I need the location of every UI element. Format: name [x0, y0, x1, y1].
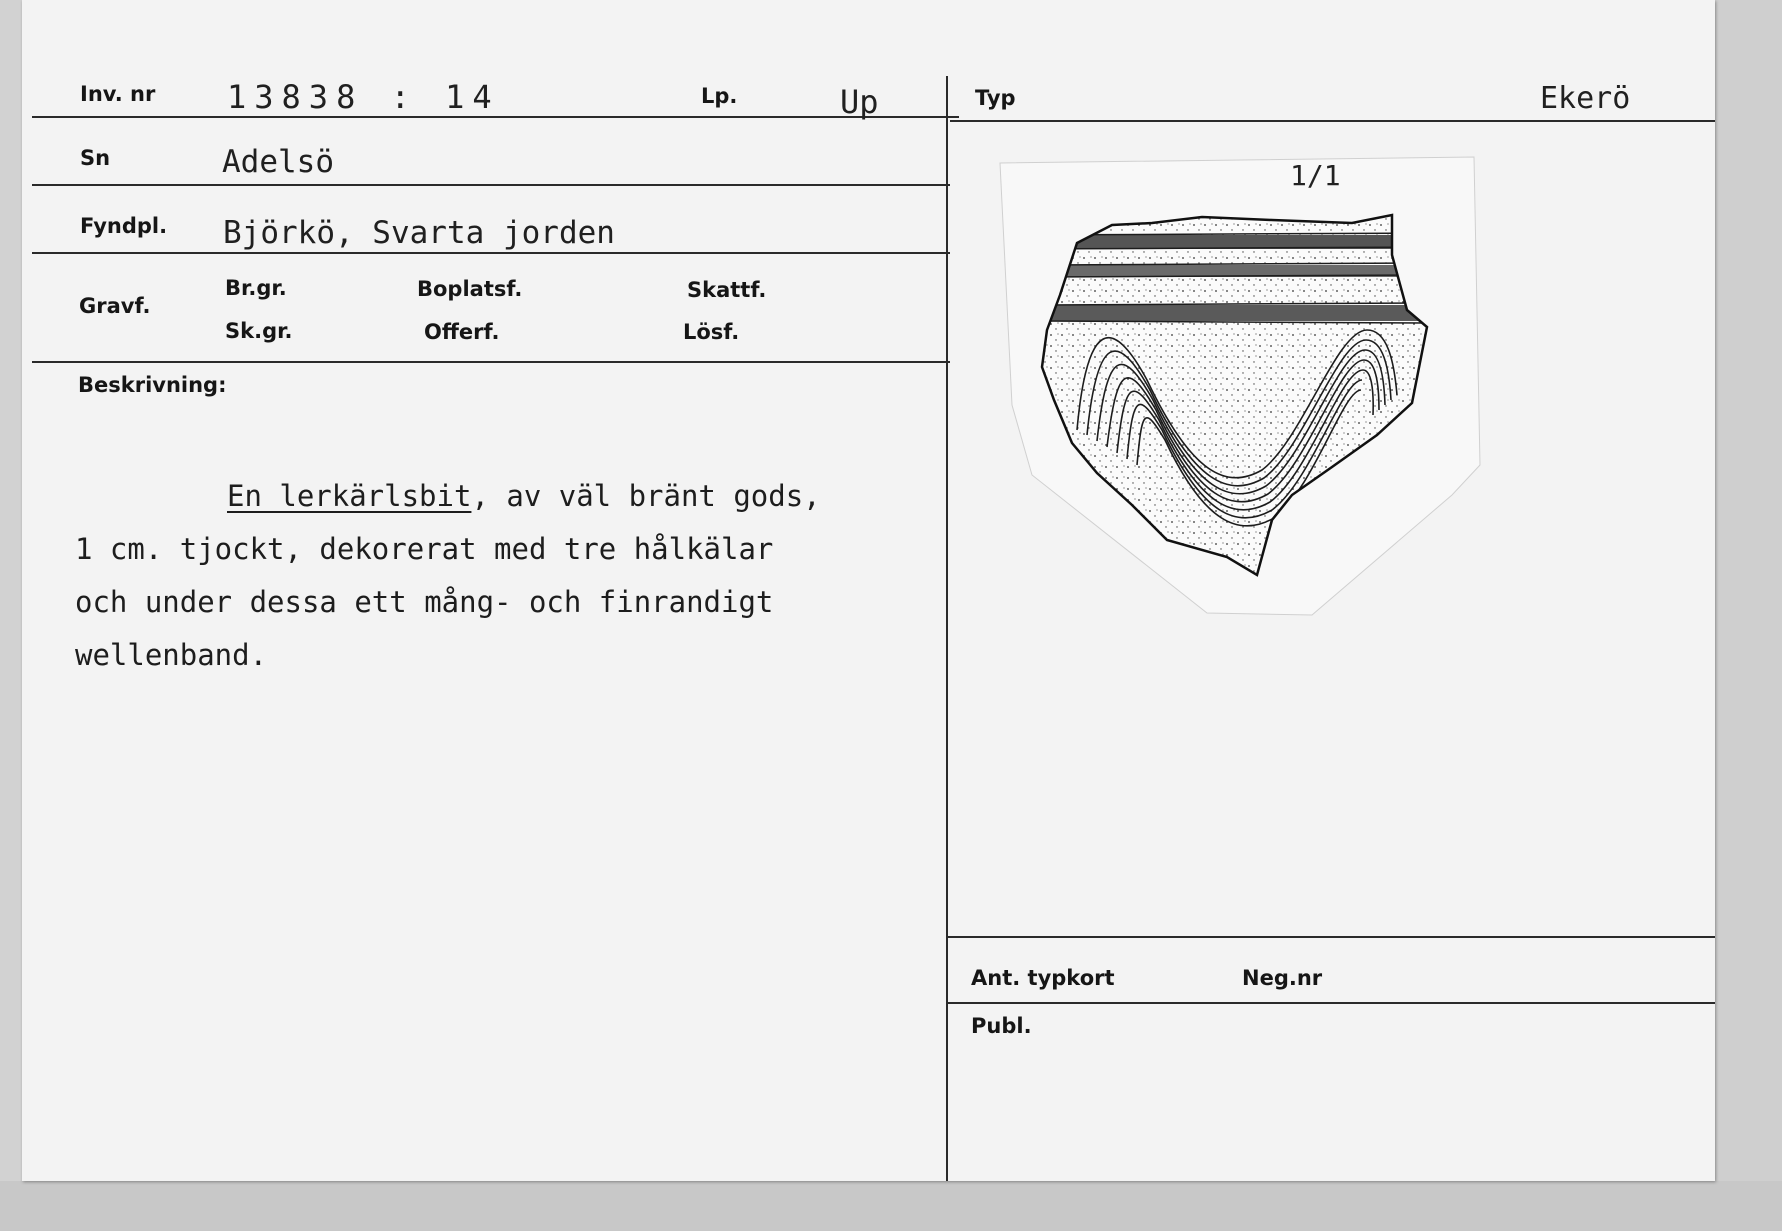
skattf-label: Skattf. — [687, 278, 767, 302]
sherd-drawing — [972, 145, 1512, 630]
rule-sn — [32, 184, 950, 186]
scale-note: 1/1 — [1290, 159, 1341, 192]
gravf-label: Gravf. — [79, 294, 151, 318]
description-line-4: wellenband. — [75, 638, 268, 672]
description-text — [75, 470, 935, 682]
offerf-label: Offerf. — [424, 320, 500, 344]
scan-background-right — [1715, 0, 1782, 1231]
rule-gravf — [32, 361, 950, 363]
fyndpl-value: Björkö, Svarta jorden — [223, 215, 615, 251]
description-line-2: 1 cm. tjockt, dekorerat med tre hålkälar — [75, 532, 774, 566]
ant-typkort-label: Ant. typkort — [971, 966, 1115, 990]
description-underlined-term: En lerkärlsbit — [227, 479, 472, 513]
br-gr-label: Br.gr. — [225, 276, 287, 300]
sk-gr-label: Sk.gr. — [225, 319, 293, 343]
description-line-1 — [75, 470, 935, 523]
fyndpl-label: Fyndpl. — [80, 214, 168, 238]
description-line-1-rest: , av väl bränt gods, — [471, 479, 821, 513]
rule-ant-typkort-top — [948, 936, 1715, 938]
rule-header-right — [950, 120, 1715, 122]
catalog-card — [22, 0, 1715, 1181]
typ-value: Ekerö — [1540, 81, 1631, 116]
inv-nr-value: 13838 : 14 — [227, 78, 500, 116]
publ-label: Publ. — [971, 1014, 1032, 1038]
rule-header-left — [32, 116, 959, 118]
scan-background-bottom — [0, 1181, 1782, 1231]
rule-publ-top — [948, 1002, 1715, 1004]
column-divider — [946, 76, 948, 1181]
boplatsf-label: Boplatsf. — [417, 277, 523, 301]
lp-value: Up — [840, 83, 879, 121]
neg-nr-label: Neg.nr — [1242, 966, 1323, 990]
sn-label: Sn — [80, 146, 111, 170]
losf-label: Lösf. — [683, 320, 740, 344]
beskrivning-label: Beskrivning: — [78, 373, 227, 397]
lp-label: Lp. — [701, 84, 738, 108]
typ-label: Typ — [975, 86, 1016, 110]
sn-value: Adelsö — [222, 144, 334, 180]
description-line-3: och under dessa ett mång- och finrandigt — [75, 585, 774, 619]
inv-nr-label: Inv. nr — [80, 82, 156, 106]
rule-fyndpl — [32, 252, 950, 254]
